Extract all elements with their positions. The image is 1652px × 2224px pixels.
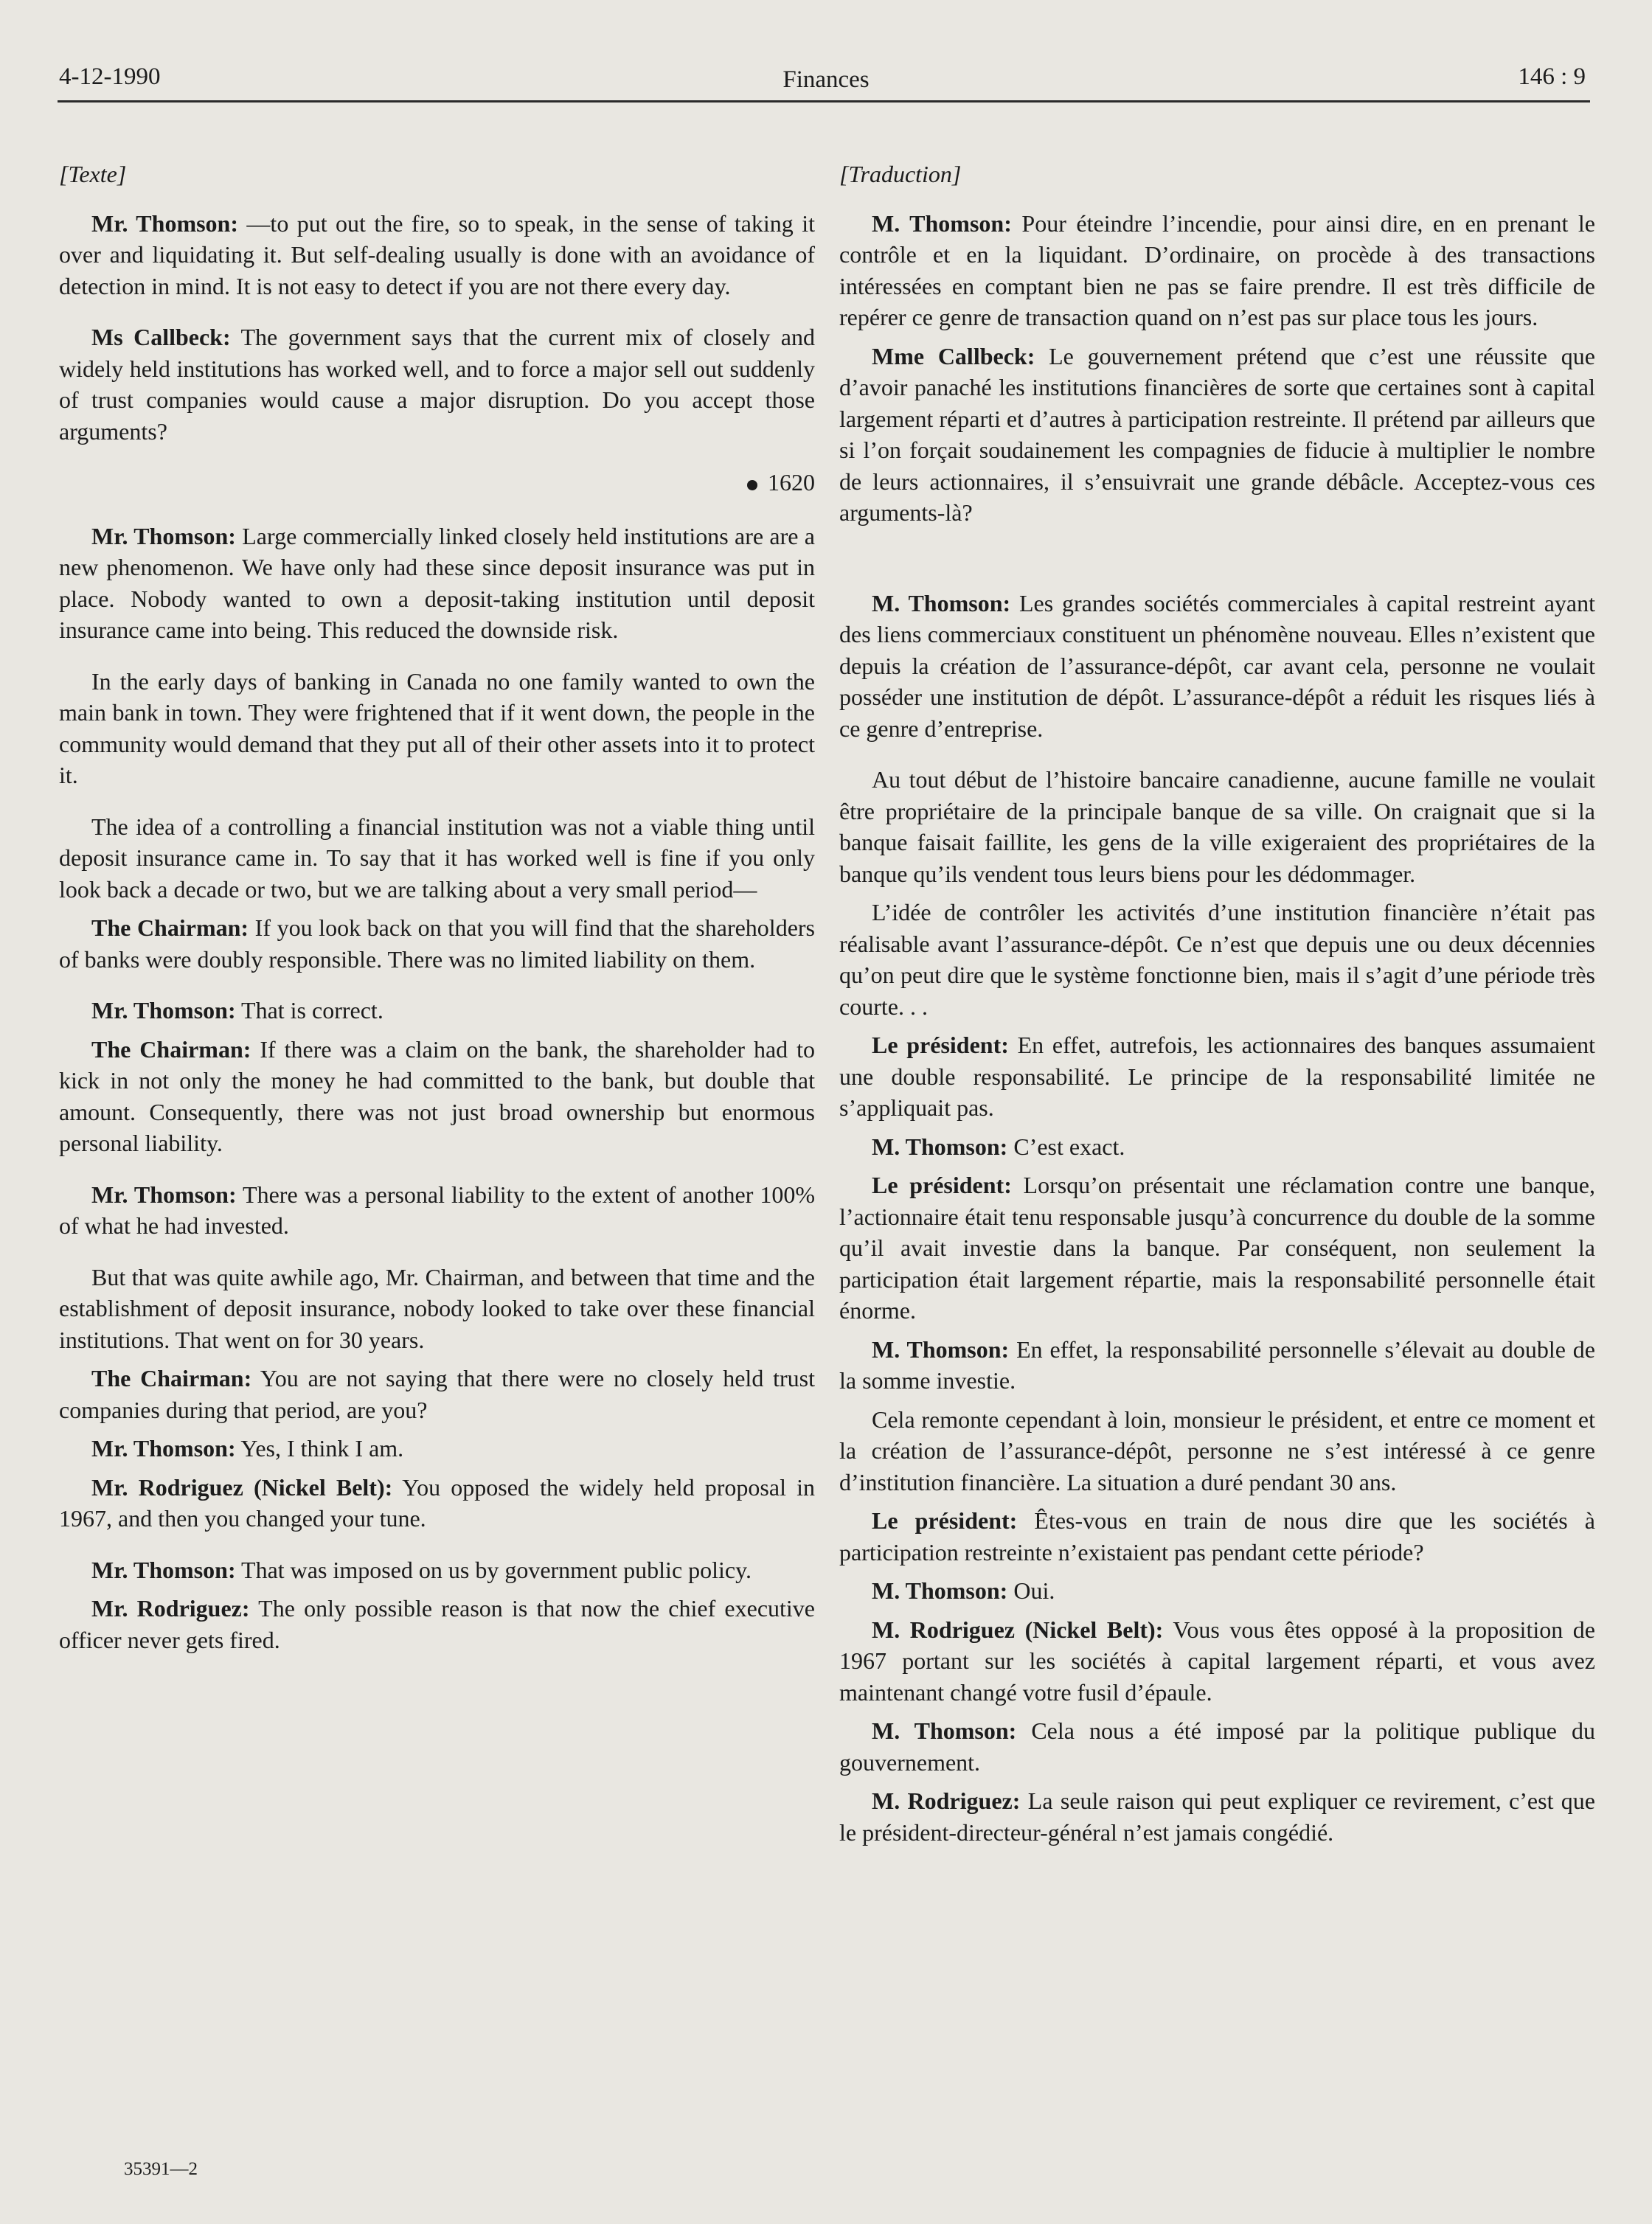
- speech-text: The idea of a controlling a financial institution was not a viable thing until deposit insurance came in. To say that it has worked well is fine if you only look back a decade or two, but we are talking about a very small period—: [59, 813, 815, 903]
- paragraph: [839, 1029, 1595, 1124]
- paragraph: [59, 1472, 815, 1535]
- speech-text: In the early days of banking in Canada no one family wanted to own the main bank in town. They were frightened that if it went down, the people in the community would demand that they put all of their other assets into it to protect it.: [59, 667, 815, 788]
- speech-text: Vous vous êtes opposé à la proposition de 1967 portant sur les sociétés à capital largement réparti, et vous avez maintenant changé votre fusil d’épaule.: [839, 1616, 1596, 1706]
- speech-text: En effet, autrefois, les actionnaires des banques assumaient une double responsabilité. Le principe de la responsabilité limitée ne s’appliquait pas.: [839, 1032, 1596, 1121]
- speaker-name: The Chairman:: [91, 1035, 251, 1063]
- speaker-name: The Chairman:: [91, 1365, 252, 1391]
- header-page-number: 146 : 9: [1518, 63, 1586, 90]
- speaker-name: The Chairman:: [91, 914, 249, 941]
- speech-text: Oui.: [1007, 1577, 1055, 1604]
- paragraph: [59, 208, 815, 302]
- speaker-name: Le président:: [872, 1507, 1018, 1534]
- paragraph: [59, 1433, 815, 1464]
- paragraph: [59, 1034, 815, 1159]
- speech-text: There was a personal liability to the extent of another 100% of what he had invested.: [59, 1181, 816, 1239]
- speech-text: C’est exact.: [1007, 1133, 1125, 1160]
- speech-text: —to put out the fire, so to speak, in the sense of taking it over and liquidating it. But self-dealing usually is done with an avoidance of detection in mind. It is not easy to detect if you are not there every day.: [59, 209, 816, 299]
- speech-text: But that was quite awhile ago, Mr. Chairman, and between that time and the establishment of deposit insurance, nobody looked to take over these financial institutions. That went on for 30 years.: [59, 1263, 815, 1353]
- paragraph: [59, 1593, 815, 1655]
- speech-text: That is correct.: [235, 997, 384, 1024]
- paragraph: [839, 588, 1595, 745]
- speaker-name: Mr. Rodriguez (Nickel Belt):: [91, 1473, 393, 1501]
- paragraph: [59, 1554, 815, 1586]
- paragraph: [839, 341, 1595, 529]
- speaker-name: M. Rodriguez (Nickel Belt):: [872, 1616, 1164, 1643]
- speaker-name: Mr. Thomson:: [91, 209, 239, 237]
- speech-text: Au tout début de l’histoire bancaire canadienne, aucune famille ne voulait être propriétaire de la principale banque de sa ville. On craignait que si la banque faisait faillite, les gens de la ville exigeraient des propriétaires de la banque qu’ils vendent tous leurs biens pour les dédommager.: [839, 766, 1595, 887]
- speech-text: Êtes-vous en train de nous dire que les sociétés à participation restreinte n’existaient pas pendant cette période?: [839, 1507, 1596, 1566]
- paragraph: [59, 322, 815, 447]
- speaker-name: Mr. Thomson:: [91, 1556, 236, 1583]
- paragraph: [59, 912, 815, 975]
- paragraph: [839, 897, 1595, 1022]
- speaker-name: Le président:: [872, 1032, 1009, 1058]
- speaker-name: M. Thomson:: [872, 1577, 1008, 1604]
- speaker-name: M. Thomson:: [872, 209, 1012, 237]
- paragraph: [59, 521, 815, 646]
- paragraph: [59, 1363, 815, 1425]
- speech-text: You are not saying that there were no closely held trust companies during that period, are you?: [59, 1365, 816, 1423]
- speaker-name: Mr. Rodriguez:: [91, 1595, 250, 1622]
- time-marker: [59, 467, 815, 498]
- paragraph: [59, 1179, 815, 1242]
- paragraph: [839, 1614, 1595, 1709]
- paragraph: [839, 1715, 1595, 1778]
- speech-text: La seule raison qui peut expliquer ce revirement, c’est que le président-directeur-général n’est jamais congédié.: [839, 1787, 1596, 1846]
- speaker-name: Mme Callbeck:: [872, 342, 1035, 369]
- speaker-name: M. Thomson:: [872, 589, 1011, 616]
- speech-text: You opposed the widely held proposal in 1967, and then you changed your tune.: [59, 1473, 816, 1532]
- speaker-name: M. Thomson:: [872, 1133, 1008, 1160]
- speech-text: Lorsqu’on présentait une réclamation contre une banque, l’actionnaire était tenu responsable jusqu’à concurrence du double de la somme qu’il avait investie dans la banque. Par conséquent, non seulement la participation était largement répartie, mais la responsabilité personnelle était énorme.: [839, 1172, 1596, 1324]
- speech-text: Large commercially linked closely held institutions are are a new phenomenon. We have only had these since deposit insurance was put in place. Nobody wanted to own a deposit-taking institution until deposit insurance came into being. This reduced the downside risk.: [59, 522, 816, 643]
- paragraph: [839, 1404, 1595, 1498]
- speaker-name: Le président:: [872, 1172, 1012, 1198]
- paragraph: [59, 1262, 815, 1356]
- bullet-icon: [747, 480, 757, 490]
- paragraph: [839, 1785, 1595, 1848]
- speaker-name: Mr. Thomson:: [91, 522, 236, 549]
- speaker-name: Mr. Thomson:: [91, 1181, 237, 1208]
- speech-text: The only possible reason is that now the chief executive officer never gets fired.: [59, 1595, 816, 1653]
- paragraph: [839, 1170, 1595, 1327]
- paragraph: [839, 1505, 1595, 1568]
- speaker-name: Ms Callbeck:: [91, 324, 231, 350]
- source-tag-texte: [Texte]: [59, 161, 127, 187]
- speaker-name: Mr. Thomson:: [91, 1435, 236, 1462]
- paragraph: [59, 666, 815, 791]
- header-date: 4-12-1990: [59, 63, 161, 90]
- paragraph: [839, 1131, 1595, 1163]
- paragraph: [839, 764, 1595, 889]
- header-rule: [58, 100, 1590, 102]
- header-title: Finances: [782, 66, 870, 93]
- speaker-name: M. Thomson:: [872, 1717, 1017, 1744]
- speech-text: Cela remonte cependant à loin, monsieur le président, et entre ce moment et la création de l’assurance-dépôt, personne ne s’est intéressé à ce genre d’institution financière. La situation a duré pendant 30 ans.: [839, 1405, 1595, 1495]
- speaker-name: M. Thomson:: [872, 1335, 1010, 1363]
- speech-text: If there was a claim on the bank, the shareholder had to kick in not only the money he had committed to the bank, but double that amount. Consequently, there was not just broad ownership but enormous personal liability.: [59, 1035, 816, 1156]
- speech-text: That was imposed on us by government public policy.: [235, 1556, 752, 1583]
- speech-text: The government says that the current mix of closely and widely held institutions has worked well, and to force a major sell out suddenly of trust companies would cause a major disruption. Do you accept those arguments?: [59, 324, 816, 445]
- source-tag-traduction: [Traduction]: [839, 161, 962, 187]
- speaker-name: M. Rodriguez:: [872, 1787, 1021, 1814]
- paragraph: [59, 995, 815, 1026]
- footer-code: 35391—2: [124, 2159, 198, 2179]
- speaker-name: Mr. Thomson:: [91, 997, 236, 1024]
- paragraph: [839, 208, 1595, 333]
- time-marker-value: 1620: [768, 469, 815, 496]
- speech-text: Pour éteindre l’incendie, pour ainsi dire, en en prenant le contrôle et en la liquidant. D’ordinaire, on procède à des transactions intéressées en comptant bien ne pas se faire prendre. Il est très difficile de repérer ce genre de transaction quand on n’est pas sur place tous les jours.: [839, 209, 1596, 330]
- english-column: [59, 159, 815, 1675]
- paragraph: [59, 811, 815, 906]
- speech-text: En effet, la responsabilité personnelle s’élevait au double de la somme investie.: [839, 1335, 1596, 1394]
- french-column: [839, 159, 1595, 1855]
- speech-text: Yes, I think I am.: [235, 1435, 404, 1462]
- speech-text: Cela nous a été imposé par la politique publique du gouvernement.: [839, 1717, 1596, 1776]
- paragraph: [839, 1334, 1595, 1397]
- speech-text: L’idée de contrôler les activités d’une institution financière n’était pas réalisable avant l’assurance-dépôt. Ce n’est que depuis une ou deux décennies qu’on peut dire que le système fonctionne bien, mais il s’agit d’une période très courte. . .: [839, 899, 1595, 1020]
- speech-text: If you look back on that you will find that the shareholders of banks were doubly responsible. There was no limited liability on them.: [59, 914, 816, 973]
- paragraph: [839, 1575, 1595, 1607]
- speech-text: Le gouvernement prétend que c’est une réussite que d’avoir panaché les institutions financières de sorte que certaines sont à capital largement réparti et d’autres à participation restreinte. Il prétend par ailleurs que si l’on forçait soudainement les compagnies de fiducie à multiplier le nombre de leurs actionnaires, il s’ensuivrait une grande débâcle. Acceptez-vous ces arguments-là?: [839, 342, 1596, 526]
- speech-text: Les grandes sociétés commerciales à capital restreint ayant des liens commerciaux constituent un phénomène nouveau. Elles n’existent que depuis la création de l’assurance-dépôt, car avant cela, personne ne voulait posséder une institution de dépôt. L’assurance-dépôt a réduit les risques liés à ce genre d’entreprise.: [839, 589, 1596, 742]
